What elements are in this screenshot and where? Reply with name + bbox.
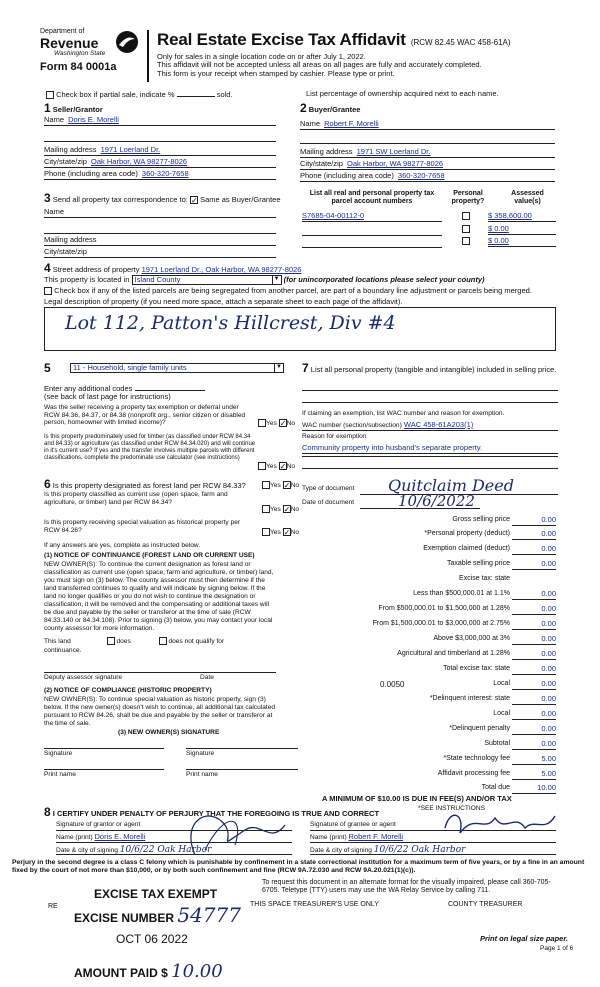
seller-name-field[interactable]: Name Doris E. Morelli [44,116,276,126]
calc-label-tier2: From $500,000.01 to $1,500,000 at 1.28% [378,605,510,612]
doc-date-value: 10/6/2022 [398,492,475,510]
sold-label: sold. [216,90,233,99]
q2-no-checkbox[interactable]: ✓ [279,462,287,471]
reason-line-3[interactable] [302,468,558,469]
county-select[interactable]: Island County ▼ [132,275,282,285]
parcel-row-3[interactable] [302,238,442,248]
calc-label-penalty: *Delinquent penalty [449,725,510,732]
header-line-1: Only for sales in a single location code on or after July 1, 2022. [157,51,366,61]
state-label: Washington State [54,50,106,58]
perjury-warning: Perjury in the second degree is a class C felony which is punishable by confinement in a state correctional institution for a maximum term of five years, or by a fine in an amount fixed by the court of not more than $10,000, or by both such confinement and fine (RCW 9A.72.030 and RCW 9A.20.021(1)(c)). [12,859,585,875]
county-treasurer-label: COUNTY TREASURER [448,901,523,908]
q1-yes-checkbox[interactable] [258,419,266,427]
q1-no-checkbox[interactable]: ✓ [279,419,287,428]
partial-sale-checkbox[interactable] [46,91,54,99]
reason-label: Reason for exemption [302,433,367,440]
personal-checkbox-3[interactable] [462,237,470,245]
notice-continuance-title: (1) NOTICE OF CONTINUANCE (FOREST LAND OR CURRENT USE) [44,552,255,559]
header-text [157,30,587,78]
calc-label-tier4: Above $3,000,000 at 3% [433,635,510,642]
header-line-3: This form is your receipt when stamped by cashier. Please type or print. [157,68,395,78]
seller-section [44,102,103,116]
amount-paid-label: AMOUNT PAID $ [74,966,168,980]
calc-value-tech-fee[interactable]: 5.00 [512,755,556,765]
calc-label-agri: Agricultural and timberland at 1.28% [397,650,510,657]
street-section [44,262,301,276]
calc-value-interest-local[interactable]: 0.00 [512,710,556,720]
continuance-label: continuance. [44,647,82,654]
buyer-name-line-2[interactable] [300,134,555,144]
historic-no-checkbox[interactable]: ✓ [283,528,291,537]
sec6-intro: If any answers are yes, complete as instructed below. [44,542,201,549]
buyer-city-field[interactable]: City/state/zip Oak Harbor, WA 98277-8026 [300,160,555,170]
seller-address-value: 1971 Loerland Dr. [100,145,161,154]
calc-value-total-due[interactable]: 10.00 [512,784,556,794]
additional-codes-label: Enter any additional codes [44,384,133,393]
calc-value-tier1[interactable]: 0.00 [512,590,556,600]
sec6-q2-answers: Yes ✓No [262,505,299,513]
buyer-name-value: Robert F. Morelli [324,119,379,128]
county-row [44,275,485,285]
calc-value-tier4[interactable]: 0.00 [512,635,556,645]
correspondence-number: 3 [44,191,51,205]
assessed-value-3[interactable]: $ 0.00 [488,237,556,247]
owner-signature-label-1: Signature [44,750,73,757]
sec6-q1-answers: Yes ✓No [262,481,299,489]
calc-label-total-due: Total due [481,784,510,791]
parcel-row-1[interactable] [302,212,442,222]
form-number: Form 84 0001a [40,60,117,73]
notice-continuance-text: NEW OWNER(S): To continue the current designation as forest land or classification as current use (open space, farm and agriculture, or timber) land, you must sign on (3) below. The county assessor must then determine if the land transferred continues to qualify and will indicate by signing below. If the land no longer qualifies or you do not wish to continue the designation or classification, it will be removed and the compensating or additional taxes will be due and payable by the seller or transferor at the time of sale (RCW 84.33.140 or 84.34.108). Prior to signing (3) below, you may contact your local county assessor for more information. [44,561,274,633]
excise-exempt-stamp: EXCISE TAX EXEMPT [94,887,218,901]
forest-no-checkbox[interactable]: ✓ [283,481,291,490]
personal-checkbox-1[interactable] [462,212,470,220]
owner-print-line-2[interactable] [186,769,298,770]
reason-field[interactable] [302,444,558,454]
buyer-address-field[interactable]: Mailing address 1971 SW Loerland Dr. [300,148,555,158]
local-rate: 0.0050 [380,680,405,689]
treasurer-only-label: THIS SPACE TREASURER'S USE ONLY [250,901,379,908]
partial-percent-field[interactable] [177,96,215,97]
grantee-date-city-field[interactable]: Date & city of signing 10/6/22 Oak Harbor [310,845,556,855]
buyer-phone-value: 360-320-7658 [397,171,445,180]
calc-label-subtotal: Subtotal [484,740,510,747]
calc-value-penalty[interactable]: 0.00 [512,725,556,735]
calc-label-gross: Gross selling price [452,516,510,523]
calc-label-interest-local: Local [493,710,510,717]
legal-paper-note: Print on legal size paper. [480,934,568,943]
calc-label-processing-fee: Affidavit processing fee [437,770,510,777]
land-use-section [44,362,51,376]
q2-yes-checkbox[interactable] [258,462,266,470]
grantor-signature-icon [175,800,295,860]
excise-number-row [74,904,241,927]
not-qualify-checkbox[interactable] [159,637,167,645]
partial-sale-row [46,91,233,100]
notice-compliance-text: NEW OWNER(S): To continue special valuation as historic property, sign (3) below. If the new owner(s) doesn't wish to continue, all additional tax calculated pursuant to RCW 84.26, shall be due and payable by the seller or transferor at the time of sale. [44,696,276,728]
deputy-date-label: Date [200,674,214,681]
re-label: RE [48,903,58,910]
wac-number-value: WAC 458-61A203(1) [403,420,474,429]
historic-yes-checkbox[interactable] [262,528,270,536]
codes-note: (see back of last page for instructions) [44,392,171,401]
exemption-label: If claiming an exemption, list WAC number and reason for exemption. [302,410,505,417]
form-citation: (RCW 82.45 WAC 458-61A) [410,38,511,47]
stamp-date: OCT 06 2022 [116,932,188,946]
calc-label-tier3: From $1,500,000.01 to $3,000,000 at 2.75% [372,620,510,627]
parcels-col-header: List all real and personal property tax parcel account numbers [309,190,435,206]
sec6-q3-answers: Yes ✓No [262,528,299,536]
grantee-date-city-value: 10/6/22 Oak Harbor [373,845,466,855]
personal-checkbox-2[interactable] [462,225,470,233]
doc-type-field[interactable]: Type of document Quitclaim Deed [302,481,558,495]
correspondence-label: Send all property tax correspondence to: [52,195,188,204]
forest-yes-checkbox[interactable] [262,481,270,489]
owner-signature-label-2: Signature [186,750,215,757]
correspondence-city-field[interactable]: City/state/zip [44,248,276,258]
seller-address-field[interactable]: Mailing address 1971 Loerland Dr. [44,146,276,156]
calc-value-subtotal[interactable]: 0.00 [512,740,556,750]
segregate-row [44,287,564,296]
page-number: Page 1 of 6 [540,945,574,952]
seller-name-value: Doris E. Morelli [68,115,119,124]
current-use-no-checkbox[interactable]: ✓ [283,505,291,514]
certify-text: I CERTIFY UNDER PENALTY OF PERJURY THAT THE FOREGOING IS TRUE AND CORRECT [52,809,380,818]
calc-value-local[interactable]: 0.00 [512,680,556,690]
owner-print-label-1: Print name [44,771,76,778]
calc-label-exemption: Exemption claimed (deduct) [423,545,510,552]
doc-type-value: Quitclaim Deed [388,476,514,495]
notice-compliance-title: (2) NOTICE OF COMPLIANCE (HISTORIC PROPERTY) [44,687,212,694]
county-note: (for unincorporated locations please select your county) [283,274,485,284]
reason-value: Community property into husband's separate property. [302,443,483,452]
legal-description-box[interactable] [44,307,556,351]
legal-description-value: Lot 112, Patton's Hillcrest, Div #4 [65,312,396,334]
seller-phone-field[interactable]: Phone (including area code) 360-320-7658 [44,170,276,180]
calc-value-processing-fee[interactable]: 5.00 [512,770,556,780]
owner-print-label-2: Print name [186,771,218,778]
header-divider [147,30,149,82]
revenue-emblem-icon [114,30,140,54]
street-label: Street address of property [52,265,140,274]
grantor-date-city-value: 10/6/22 Oak Harbor [119,845,212,855]
street-address-value: 1971 Loerland Dr., Oak Harbor, WA 98277-8026 [141,265,302,274]
sec6-q3: Is this property receiving special valuation as historical property per RCW 84.26? [44,519,241,534]
calc-value-interest-state[interactable]: 0.00 [512,695,556,705]
assessed-col-header: Assessed value(s) [511,190,544,206]
dept-label: Department of [40,28,85,35]
correspondence-section [44,192,281,206]
correspondence-address-field[interactable]: Mailing address [44,236,276,246]
calc-label-excise-state: Excise tax: state [459,575,510,582]
correspondence-name-field[interactable]: Name [44,208,276,218]
grantor-signature-field[interactable]: Signature of grantor or agent [56,821,292,831]
sec5-q1-answers: Yes ✓No [258,419,295,427]
buyer-number: 2 [300,101,307,115]
amount-paid-value: 10.00 [171,961,223,982]
calc-label-tech-fee: *State technology fee [443,755,510,762]
ownership-note: List percentage of ownership acquired next to each name. [306,89,499,98]
form-title: Real Estate Excise Tax Affidavit [157,30,406,49]
chevron-down-icon: ▼ [272,276,281,285]
partial-sale-label: Check box if partial sale, indicate % [56,90,175,99]
parcel-row-2[interactable] [302,226,442,236]
owner-signature-line-1[interactable] [44,748,164,749]
calc-label-taxable: Taxable selling price [446,560,510,567]
this-land-row: This land does does not qualify for [44,637,225,645]
correspondence-line-2[interactable] [44,224,276,234]
minimum-due-note: A MINIMUM OF $10.00 IS DUE IN FEE(S) AND/OR TAX [322,794,512,803]
revenue-label: Revenue [40,35,99,52]
grantor-name-field[interactable]: Name (print) Doris E. Morelli [56,833,292,843]
buyer-city-value: Oak Harbor, WA 98277-8026 [347,159,444,168]
wac-number-field[interactable]: WAC number (section/subsection) WAC 458-61A203(1) [302,421,558,431]
header-line-2: This affidavit will not be accepted unless all areas on all pages are fully and accurately completed. [157,60,482,70]
street-number: 4 [44,261,51,275]
buyer-heading: Buyer/Grantee [308,105,361,114]
calc-value-gross[interactable]: 0.00 [512,516,556,526]
calc-value-personal[interactable]: 0.00 [512,530,556,540]
deputy-signature-line[interactable] [44,672,276,673]
calc-label-total-state: Total excise tax: state [443,665,510,672]
sec5-q1: Was the seller receiving a property tax exemption or deferral under RCW 84.36, 84.37, or 84.38 (nonprofit org., senior citizen or disabled person, homeowner with limited income)? [44,404,246,427]
segregate-checkbox[interactable] [44,287,52,295]
deputy-signature-label: Deputy assessor signature [44,674,123,681]
calc-value-tier2[interactable]: 0.00 [512,605,556,615]
grantee-signature-icon [440,808,560,838]
certify-row: 8 I CERTIFY UNDER PENALTY OF PERJURY THAT THE FOREGOING IS TRUE AND CORRECT [44,805,380,819]
chevron-down-icon: ▼ [274,364,283,373]
owner-print-line-1[interactable] [44,769,164,770]
assessed-value-1[interactable]: $ 358,600.00 [488,212,556,222]
owner-signature-line-2[interactable] [186,748,298,749]
grantor-date-city-field[interactable]: Date & city of signing 10/6/22 Oak Harbor [56,845,292,855]
grantee-name-field[interactable]: Name (print) Robert F. Morelli [310,833,556,843]
sec6-q1: 6 Is this property designated as forest land per RCW 84.33? [44,477,246,491]
calc-label-tier1: Less than $500,000.01 at 1.1% [413,590,510,597]
seller-city-field[interactable]: City/state/zip Oak Harbor, WA 98277-8026 [44,158,276,168]
segregate-label: Check box if any of the listed parcels are being segregated from another parcel, are part of a boundary line adjustment or parcels being merged. [54,286,532,295]
buyer-section [300,102,360,116]
calc-label-personal: *Personal property (deduct) [424,530,510,537]
personal-property-line-2[interactable] [302,402,558,403]
grantee-name-value: Robert F. Morelli [348,832,404,841]
revenue-logo [40,28,140,84]
doc-date-field[interactable]: Date of document 10/6/2022 [302,496,558,510]
calc-value-exemption[interactable]: 0.00 [512,545,556,555]
amount-paid-row [74,962,223,983]
seller-number: 1 [44,101,51,115]
seller-name-line-2[interactable] [44,132,276,142]
see-instructions: *SEE INSTRUCTIONS [418,805,486,812]
calc-label-local: Local [493,680,510,687]
buyer-name-field[interactable]: Name Robert F. Morelli [300,120,555,130]
reason-line-2[interactable] [302,456,558,457]
same-as-buyer-checkbox[interactable]: ✓ [190,196,198,206]
seller-phone-value: 360-320-7658 [141,169,189,178]
county-label: This property is located in [44,274,130,284]
sec6-q2: Is this property classified as current use (open space, farm and agriculture, or timber) land per RCW 84.34? [44,491,228,506]
assessed-value-2[interactable]: $ 0.00 [488,225,556,235]
excise-number-label: EXCISE NUMBER [74,911,175,925]
land-use-number: 5 [44,361,51,375]
legal-description-label: Legal description of property (if you need more space, attach a separate sheet to each page of the affidavit). [44,297,403,306]
personal-property-row: 7 List all personal property (tangible and intangible) included in selling price. [302,361,557,375]
seller-heading: Seller/Grantor [52,105,103,114]
calc-value-tier3[interactable]: 0.00 [512,620,556,630]
sec5-q2-answers: Yes ✓No [258,462,295,470]
personal-property-line-1[interactable] [302,390,558,391]
buyer-address-value: 1971 SW Loerland Dr. [356,147,431,156]
sec5-q2: Is this property predominately used for timber (as classified under RCW 84.34 and 84.33) or agriculture (as classified under RCW 84.34.020) and will continue in it's current use? If yes and the transfer involves multiple parcels with different classifications, complete the predominate use calculator (see instructions) [44,434,256,461]
additional-codes-field[interactable] [135,383,205,391]
personal-col-header: Personal property? [451,190,485,206]
calc-value-total-state[interactable]: 0.00 [512,665,556,675]
parcel-number-1: S7685-04-00112-0 [302,211,364,220]
calc-label-interest-state: *Delinquent interest: state [429,695,510,702]
excise-number-value: 54777 [177,903,241,927]
same-as-buyer-label: Same as Buyer/Grantee [200,195,281,204]
does-qualify-checkbox[interactable] [107,637,115,645]
calc-value-taxable[interactable]: 0.00 [512,560,556,570]
grantor-name-value: Doris E. Morelli [94,832,146,841]
seller-city-value: Oak Harbor, WA 98277-8026 [91,157,188,166]
calc-value-agri[interactable]: 0.00 [512,650,556,660]
alt-format-note: To request this document in an alternate format for the visually impaired, please call 360-705-6705. Teletype (TTY) users may use the WA Relay Service by calling 711. [262,879,551,895]
land-use-select[interactable]: 11 - Household, single family units ▼ [70,363,284,373]
new-owner-signature-title: (3) NEW OWNER(S) SIGNATURE [118,729,220,736]
grantee-signature-field[interactable]: Signature of grantee or agent [310,821,556,831]
current-use-yes-checkbox[interactable] [262,505,270,513]
buyer-phone-field[interactable]: Phone (including area code) 360-320-7658 [300,172,555,182]
